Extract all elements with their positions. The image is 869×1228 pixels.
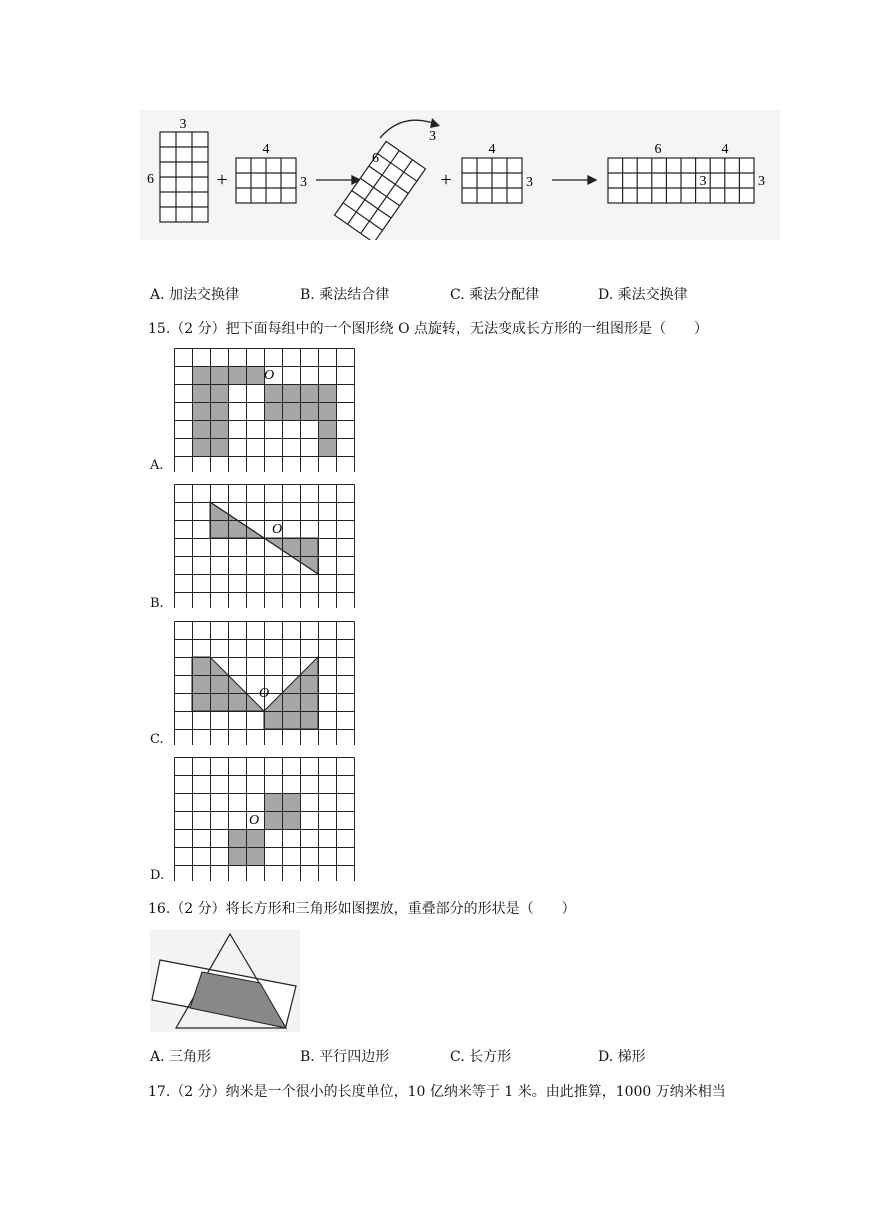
grid-lines [175, 485, 355, 609]
label-4: 4 [262, 142, 270, 157]
center-point-label: O [258, 686, 270, 701]
center-point-label: O [271, 522, 283, 537]
label-3: 3 [758, 174, 765, 189]
label-6: 6 [147, 172, 154, 187]
question-15-stem: 15.（2 分）把下面每组中的一个图形绕 O 点旋转，无法变成长方形的一组图形是（ ） [148, 321, 708, 337]
question-17-stem: 17.（2 分）纳米是一个很小的长度单位，10 亿纳米等于 1 米。由此推算，1000 万纳米相当 [148, 1084, 726, 1100]
grid-option-b[interactable] [174, 484, 360, 608]
option-c[interactable]: C. 长方形 [450, 1049, 512, 1065]
grid-4x3 [462, 158, 522, 203]
option-b[interactable]: B. 乘法结合律 [300, 287, 390, 303]
option-b[interactable]: B. 平行四边形 [300, 1049, 390, 1065]
grid-option-c[interactable] [174, 621, 360, 745]
option-a[interactable]: A. 三角形 [150, 1049, 212, 1065]
option-d[interactable]: D. 乘法交换律 [598, 287, 688, 303]
grid-option-d[interactable] [174, 757, 360, 881]
option-c[interactable]: C. 乘法分配律 [450, 287, 540, 303]
plus-sign: + [440, 169, 452, 191]
option-d-label[interactable]: D. [150, 868, 165, 883]
label-3: 3 [526, 175, 533, 190]
grid-lines [175, 758, 355, 882]
center-point-label: O [248, 813, 260, 828]
rectangle-triangle-figure [150, 930, 300, 1032]
grid-4x3 [236, 158, 296, 203]
option-a-label[interactable]: A. [150, 458, 164, 473]
label-4: 4 [488, 142, 496, 157]
grid-10x3 [608, 158, 754, 203]
label-6: 6 [372, 151, 379, 166]
label-6: 6 [654, 142, 662, 157]
grid-option-a[interactable] [174, 348, 360, 472]
label-3: 3 [300, 175, 307, 190]
label-4: 4 [721, 142, 729, 157]
commutative-illustration [140, 110, 780, 240]
label-3: 3 [429, 129, 436, 144]
label-3: 3 [179, 117, 187, 132]
option-c-label[interactable]: C. [150, 732, 164, 747]
option-b-label[interactable]: B. [150, 596, 164, 611]
question-16-stem: 16.（2 分）将长方形和三角形如图摆放，重叠部分的形状是（ ） [148, 901, 576, 917]
label-3: 3 [699, 174, 707, 189]
option-d[interactable]: D. 梯形 [598, 1049, 646, 1065]
center-point-label: O [263, 368, 275, 383]
option-a[interactable]: A. 加法交换律 [150, 287, 240, 303]
plus-sign: + [216, 169, 228, 191]
grid-3x6 [160, 132, 208, 222]
